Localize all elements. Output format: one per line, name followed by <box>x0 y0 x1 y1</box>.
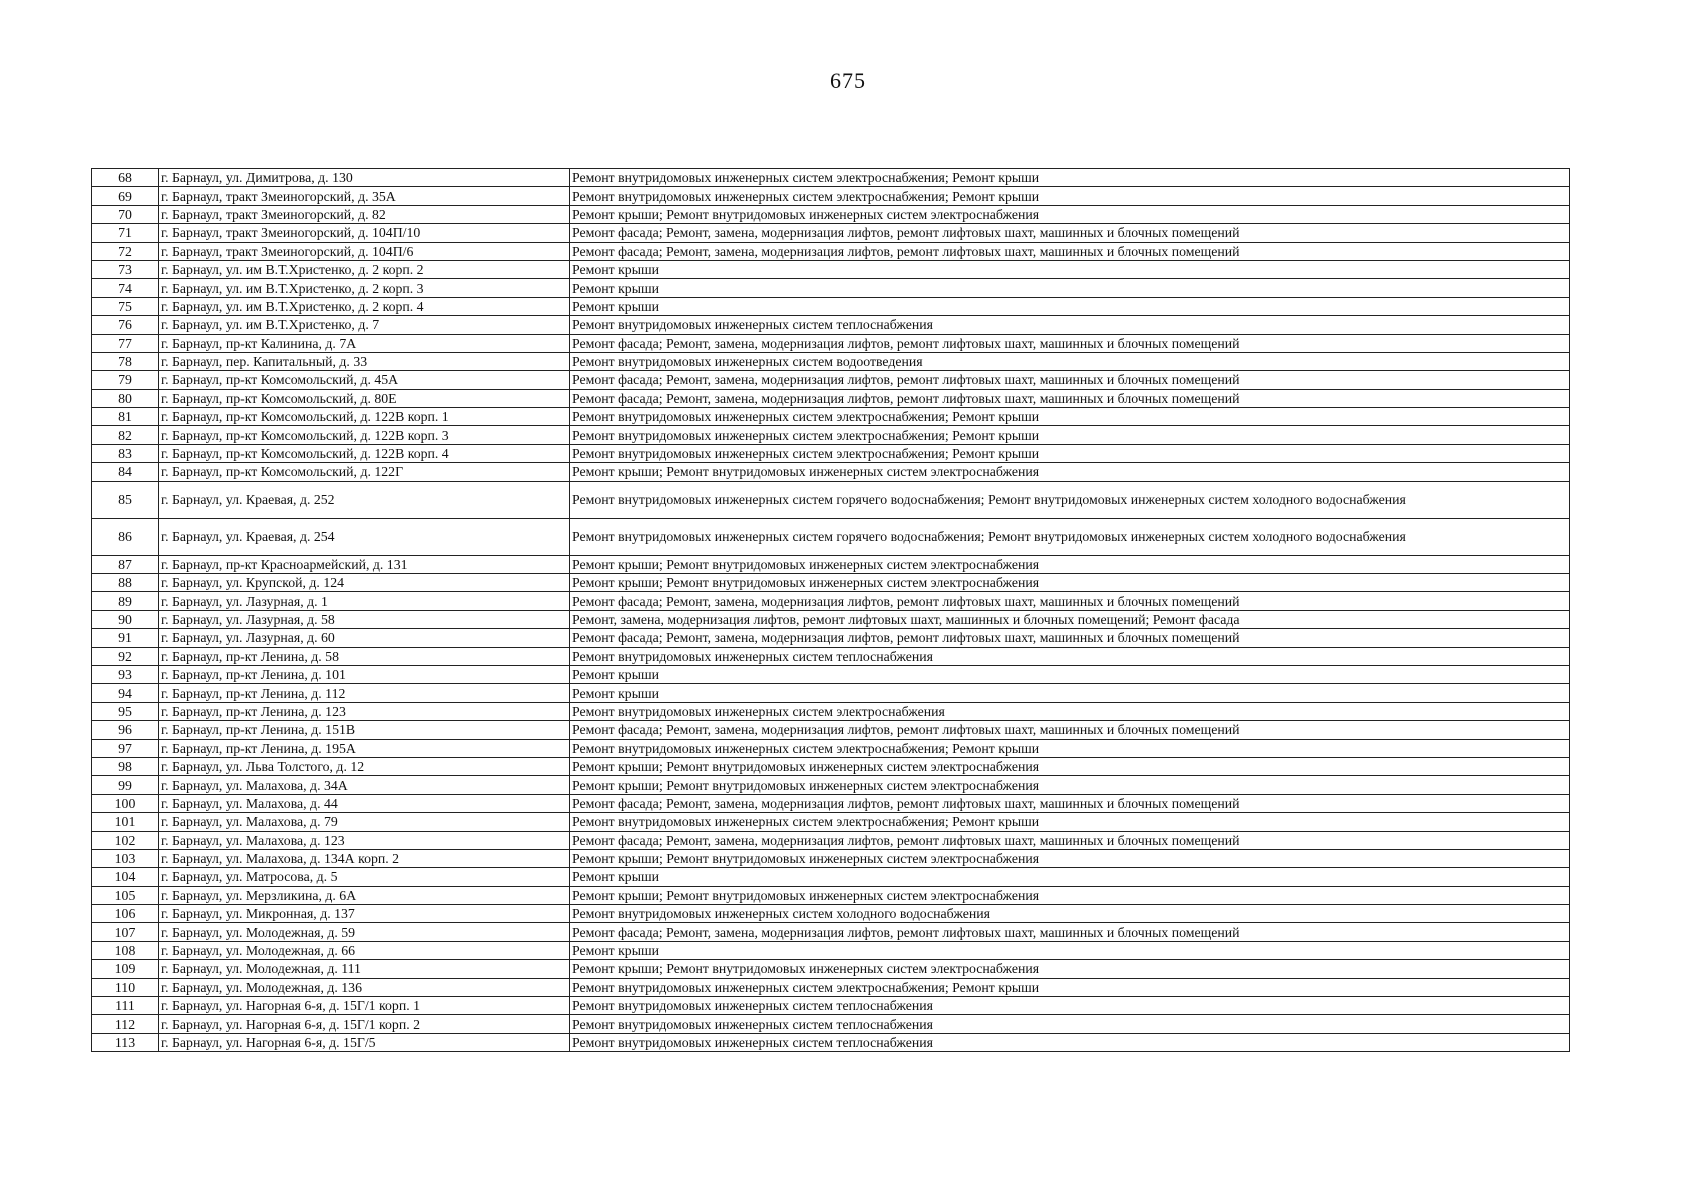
table-row <box>92 776 1570 794</box>
table-row <box>92 978 1570 996</box>
row-work-type: Ремонт крыши; Ремонт внутридомовых инженерных систем электроснабжения <box>570 205 1570 223</box>
table-row <box>92 757 1570 775</box>
row-work-type: Ремонт внутридомовых инженерных систем теплоснабжения <box>570 997 1570 1015</box>
row-work-type: Ремонт крыши; Ремонт внутридомовых инженерных систем электроснабжения <box>570 776 1570 794</box>
row-work-type: Ремонт крыши; Ремонт внутридомовых инженерных систем электроснабжения <box>570 757 1570 775</box>
row-number: 83 <box>92 444 159 462</box>
row-number: 87 <box>92 555 159 573</box>
row-address: г. Барнаул, ул. Малахова, д. 44 <box>159 794 570 812</box>
row-number: 88 <box>92 574 159 592</box>
row-number: 108 <box>92 941 159 959</box>
row-number: 76 <box>92 316 159 334</box>
row-number: 109 <box>92 960 159 978</box>
row-number: 82 <box>92 426 159 444</box>
row-address: г. Барнаул, ул. Лазурная, д. 1 <box>159 592 570 610</box>
table-row <box>92 224 1570 242</box>
table-row <box>92 665 1570 683</box>
row-address: г. Барнаул, пр-кт Ленина, д. 58 <box>159 647 570 665</box>
table-row <box>92 647 1570 665</box>
row-work-type: Ремонт крыши <box>570 941 1570 959</box>
table-row <box>92 794 1570 812</box>
row-address: г. Барнаул, пр-кт Комсомольский, д. 45А <box>159 371 570 389</box>
row-address: г. Барнаул, пр-кт Комсомольский, д. 122Г <box>159 463 570 481</box>
row-number: 75 <box>92 297 159 315</box>
table-row <box>92 813 1570 831</box>
row-work-type: Ремонт фасада; Ремонт, замена, модернизация лифтов, ремонт лифтовых шахт, машинных и блочных помещений <box>570 629 1570 647</box>
row-work-type: Ремонт крыши <box>570 260 1570 278</box>
row-work-type: Ремонт внутридомовых инженерных систем электроснабжения; Ремонт крыши <box>570 187 1570 205</box>
table-row <box>92 684 1570 702</box>
row-number: 70 <box>92 205 159 223</box>
table-row <box>92 739 1570 757</box>
row-address: г. Барнаул, пер. Капитальный, д. 33 <box>159 352 570 370</box>
row-number: 113 <box>92 1033 159 1051</box>
row-work-type: Ремонт внутридомовых инженерных систем электроснабжения; Ремонт крыши <box>570 169 1570 187</box>
row-work-type: Ремонт фасада; Ремонт, замена, модернизация лифтов, ремонт лифтовых шахт, машинных и блочных помещений <box>570 794 1570 812</box>
table-row <box>92 702 1570 720</box>
row-number: 94 <box>92 684 159 702</box>
row-work-type: Ремонт внутридомовых инженерных систем электроснабжения; Ремонт крыши <box>570 444 1570 462</box>
row-work-type: Ремонт внутридомовых инженерных систем теплоснабжения <box>570 1015 1570 1033</box>
row-work-type: Ремонт крыши <box>570 665 1570 683</box>
row-address: г. Барнаул, тракт Змеиногорский, д. 35А <box>159 187 570 205</box>
table-row <box>92 886 1570 904</box>
row-address: г. Барнаул, ул. Краевая, д. 252 <box>159 481 570 518</box>
row-address: г. Барнаул, ул. Краевая, д. 254 <box>159 518 570 555</box>
row-address: г. Барнаул, ул. Малахова, д. 34А <box>159 776 570 794</box>
row-work-type: Ремонт внутридомовых инженерных систем горячего водоснабжения; Ремонт внутридомовых инженерных систем холодного водоснабжения <box>570 481 1570 518</box>
table-row <box>92 941 1570 959</box>
table-row <box>92 426 1570 444</box>
row-address: г. Барнаул, тракт Змеиногорский, д. 82 <box>159 205 570 223</box>
row-address: г. Барнаул, пр-кт Калинина, д. 7А <box>159 334 570 352</box>
row-number: 78 <box>92 352 159 370</box>
row-number: 89 <box>92 592 159 610</box>
table-row <box>92 352 1570 370</box>
row-address: г. Барнаул, ул. им В.Т.Христенко, д. 2 корп. 4 <box>159 297 570 315</box>
row-work-type: Ремонт фасада; Ремонт, замена, модернизация лифтов, ремонт лифтовых шахт, машинных и блочных помещений <box>570 224 1570 242</box>
table-row <box>92 334 1570 352</box>
row-number: 110 <box>92 978 159 996</box>
row-work-type: Ремонт крыши; Ремонт внутридомовых инженерных систем электроснабжения <box>570 960 1570 978</box>
page-number: 675 <box>830 68 866 93</box>
row-work-type: Ремонт внутридомовых инженерных систем холодного водоснабжения <box>570 905 1570 923</box>
registry-table <box>91 168 1570 1052</box>
table-row <box>92 481 1570 518</box>
row-address: г. Барнаул, ул. Димитрова, д. 130 <box>159 169 570 187</box>
row-address: г. Барнаул, ул. Молодежная, д. 111 <box>159 960 570 978</box>
table-row <box>92 960 1570 978</box>
table-row <box>92 997 1570 1015</box>
table-row <box>92 279 1570 297</box>
row-number: 107 <box>92 923 159 941</box>
row-number: 97 <box>92 739 159 757</box>
table-row <box>92 518 1570 555</box>
table-row <box>92 371 1570 389</box>
row-address: г. Барнаул, пр-кт Красноармейский, д. 131 <box>159 555 570 573</box>
table-row <box>92 389 1570 407</box>
row-work-type: Ремонт крыши <box>570 297 1570 315</box>
row-work-type: Ремонт внутридомовых инженерных систем водоотведения <box>570 352 1570 370</box>
row-address: г. Барнаул, ул. Мерзликина, д. 6А <box>159 886 570 904</box>
table-row <box>92 1033 1570 1051</box>
row-number: 73 <box>92 260 159 278</box>
row-address: г. Барнаул, ул. Лазурная, д. 58 <box>159 610 570 628</box>
table-row <box>92 316 1570 334</box>
row-number: 96 <box>92 721 159 739</box>
row-address: г. Барнаул, пр-кт Ленина, д. 112 <box>159 684 570 702</box>
table-row <box>92 260 1570 278</box>
row-address: г. Барнаул, пр-кт Комсомольский, д. 80Е <box>159 389 570 407</box>
row-number: 99 <box>92 776 159 794</box>
row-number: 102 <box>92 831 159 849</box>
table-row <box>92 574 1570 592</box>
table-row <box>92 297 1570 315</box>
row-work-type: Ремонт внутридомовых инженерных систем электроснабжения; Ремонт крыши <box>570 739 1570 757</box>
table-row <box>92 169 1570 187</box>
row-work-type: Ремонт крыши <box>570 684 1570 702</box>
table-row <box>92 408 1570 426</box>
table-row <box>92 463 1570 481</box>
row-work-type: Ремонт крыши; Ремонт внутридомовых инженерных систем электроснабжения <box>570 886 1570 904</box>
table-row <box>92 629 1570 647</box>
table-row <box>92 555 1570 573</box>
row-number: 69 <box>92 187 159 205</box>
row-number: 104 <box>92 868 159 886</box>
row-address: г. Барнаул, тракт Змеиногорский, д. 104П/10 <box>159 224 570 242</box>
table-row <box>92 242 1570 260</box>
row-number: 103 <box>92 849 159 867</box>
row-address: г. Барнаул, ул. Нагорная 6-я, д. 15Г/1 корп. 1 <box>159 997 570 1015</box>
row-number: 68 <box>92 169 159 187</box>
row-number: 93 <box>92 665 159 683</box>
row-number: 71 <box>92 224 159 242</box>
row-work-type: Ремонт внутридомовых инженерных систем электроснабжения; Ремонт крыши <box>570 426 1570 444</box>
table-row <box>92 831 1570 849</box>
row-number: 81 <box>92 408 159 426</box>
row-address: г. Барнаул, ул. Малахова, д. 134А корп. 2 <box>159 849 570 867</box>
row-address: г. Барнаул, пр-кт Комсомольский, д. 122В корп. 3 <box>159 426 570 444</box>
row-address: г. Барнаул, тракт Змеиногорский, д. 104П/6 <box>159 242 570 260</box>
row-work-type: Ремонт внутридомовых инженерных систем электроснабжения; Ремонт крыши <box>570 978 1570 996</box>
row-work-type: Ремонт фасада; Ремонт, замена, модернизация лифтов, ремонт лифтовых шахт, машинных и блочных помещений <box>570 371 1570 389</box>
row-work-type: Ремонт внутридомовых инженерных систем теплоснабжения <box>570 647 1570 665</box>
row-work-type: Ремонт фасада; Ремонт, замена, модернизация лифтов, ремонт лифтовых шахт, машинных и блочных помещений <box>570 721 1570 739</box>
row-number: 106 <box>92 905 159 923</box>
row-work-type: Ремонт внутридомовых инженерных систем электроснабжения; Ремонт крыши <box>570 408 1570 426</box>
row-address: г. Барнаул, ул. Нагорная 6-я, д. 15Г/5 <box>159 1033 570 1051</box>
row-address: г. Барнаул, ул. Малахова, д. 123 <box>159 831 570 849</box>
row-number: 80 <box>92 389 159 407</box>
row-address: г. Барнаул, ул. Микронная, д. 137 <box>159 905 570 923</box>
row-work-type: Ремонт крыши; Ремонт внутридомовых инженерных систем электроснабжения <box>570 555 1570 573</box>
row-work-type: Ремонт внутридомовых инженерных систем электроснабжения; Ремонт крыши <box>570 813 1570 831</box>
table-row <box>92 610 1570 628</box>
row-address: г. Барнаул, пр-кт Комсомольский, д. 122В корп. 1 <box>159 408 570 426</box>
row-work-type: Ремонт крыши <box>570 279 1570 297</box>
row-number: 101 <box>92 813 159 831</box>
row-number: 105 <box>92 886 159 904</box>
row-work-type: Ремонт фасада; Ремонт, замена, модернизация лифтов, ремонт лифтовых шахт, машинных и блочных помещений <box>570 592 1570 610</box>
row-address: г. Барнаул, ул. Матросова, д. 5 <box>159 868 570 886</box>
row-number: 86 <box>92 518 159 555</box>
row-work-type: Ремонт внутридомовых инженерных систем теплоснабжения <box>570 1033 1570 1051</box>
row-number: 90 <box>92 610 159 628</box>
row-address: г. Барнаул, пр-кт Ленина, д. 195А <box>159 739 570 757</box>
row-work-type: Ремонт крыши; Ремонт внутридомовых инженерных систем электроснабжения <box>570 849 1570 867</box>
row-number: 77 <box>92 334 159 352</box>
table-row <box>92 592 1570 610</box>
registry-body <box>92 169 1570 1052</box>
table-row <box>92 721 1570 739</box>
table-row <box>92 923 1570 941</box>
row-number: 100 <box>92 794 159 812</box>
row-address: г. Барнаул, пр-кт Комсомольский, д. 122В корп. 4 <box>159 444 570 462</box>
row-number: 74 <box>92 279 159 297</box>
row-address: г. Барнаул, ул. Нагорная 6-я, д. 15Г/1 корп. 2 <box>159 1015 570 1033</box>
row-number: 72 <box>92 242 159 260</box>
table-row <box>92 205 1570 223</box>
row-number: 84 <box>92 463 159 481</box>
row-address: г. Барнаул, пр-кт Ленина, д. 101 <box>159 665 570 683</box>
row-address: г. Барнаул, ул. Малахова, д. 79 <box>159 813 570 831</box>
row-address: г. Барнаул, ул. Лазурная, д. 60 <box>159 629 570 647</box>
table-row <box>92 187 1570 205</box>
row-work-type: Ремонт фасада; Ремонт, замена, модернизация лифтов, ремонт лифтовых шахт, машинных и блочных помещений <box>570 831 1570 849</box>
row-work-type: Ремонт, замена, модернизация лифтов, ремонт лифтовых шахт, машинных и блочных помещений; Ремонт фасада <box>570 610 1570 628</box>
table-row <box>92 444 1570 462</box>
row-number: 79 <box>92 371 159 389</box>
row-number: 98 <box>92 757 159 775</box>
row-work-type: Ремонт крыши <box>570 868 1570 886</box>
row-work-type: Ремонт внутридомовых инженерных систем электроснабжения <box>570 702 1570 720</box>
row-work-type: Ремонт внутридомовых инженерных систем горячего водоснабжения; Ремонт внутридомовых инженерных систем холодного водоснабжения <box>570 518 1570 555</box>
row-work-type: Ремонт фасада; Ремонт, замена, модернизация лифтов, ремонт лифтовых шахт, машинных и блочных помещений <box>570 242 1570 260</box>
row-number: 91 <box>92 629 159 647</box>
row-number: 95 <box>92 702 159 720</box>
row-address: г. Барнаул, ул. им В.Т.Христенко, д. 2 корп. 2 <box>159 260 570 278</box>
table-row <box>92 1015 1570 1033</box>
row-address: г. Барнаул, ул. Крупской, д. 124 <box>159 574 570 592</box>
row-address: г. Барнаул, ул. Молодежная, д. 66 <box>159 941 570 959</box>
row-work-type: Ремонт фасада; Ремонт, замена, модернизация лифтов, ремонт лифтовых шахт, машинных и блочных помещений <box>570 923 1570 941</box>
table-row <box>92 905 1570 923</box>
row-address: г. Барнаул, пр-кт Ленина, д. 123 <box>159 702 570 720</box>
row-address: г. Барнаул, ул. Молодежная, д. 59 <box>159 923 570 941</box>
table-row <box>92 868 1570 886</box>
row-address: г. Барнаул, пр-кт Ленина, д. 151В <box>159 721 570 739</box>
row-number: 112 <box>92 1015 159 1033</box>
row-work-type: Ремонт фасада; Ремонт, замена, модернизация лифтов, ремонт лифтовых шахт, машинных и блочных помещений <box>570 389 1570 407</box>
row-address: г. Барнаул, ул. Молодежная, д. 136 <box>159 978 570 996</box>
row-work-type: Ремонт внутридомовых инженерных систем теплоснабжения <box>570 316 1570 334</box>
row-address: г. Барнаул, ул. Льва Толстого, д. 12 <box>159 757 570 775</box>
row-number: 85 <box>92 481 159 518</box>
row-work-type: Ремонт фасада; Ремонт, замена, модернизация лифтов, ремонт лифтовых шахт, машинных и блочных помещений <box>570 334 1570 352</box>
row-number: 92 <box>92 647 159 665</box>
row-number: 111 <box>92 997 159 1015</box>
row-address: г. Барнаул, ул. им В.Т.Христенко, д. 2 корп. 3 <box>159 279 570 297</box>
row-address: г. Барнаул, ул. им В.Т.Христенко, д. 7 <box>159 316 570 334</box>
row-work-type: Ремонт крыши; Ремонт внутридомовых инженерных систем электроснабжения <box>570 463 1570 481</box>
row-work-type: Ремонт крыши; Ремонт внутридомовых инженерных систем электроснабжения <box>570 574 1570 592</box>
table-row <box>92 849 1570 867</box>
